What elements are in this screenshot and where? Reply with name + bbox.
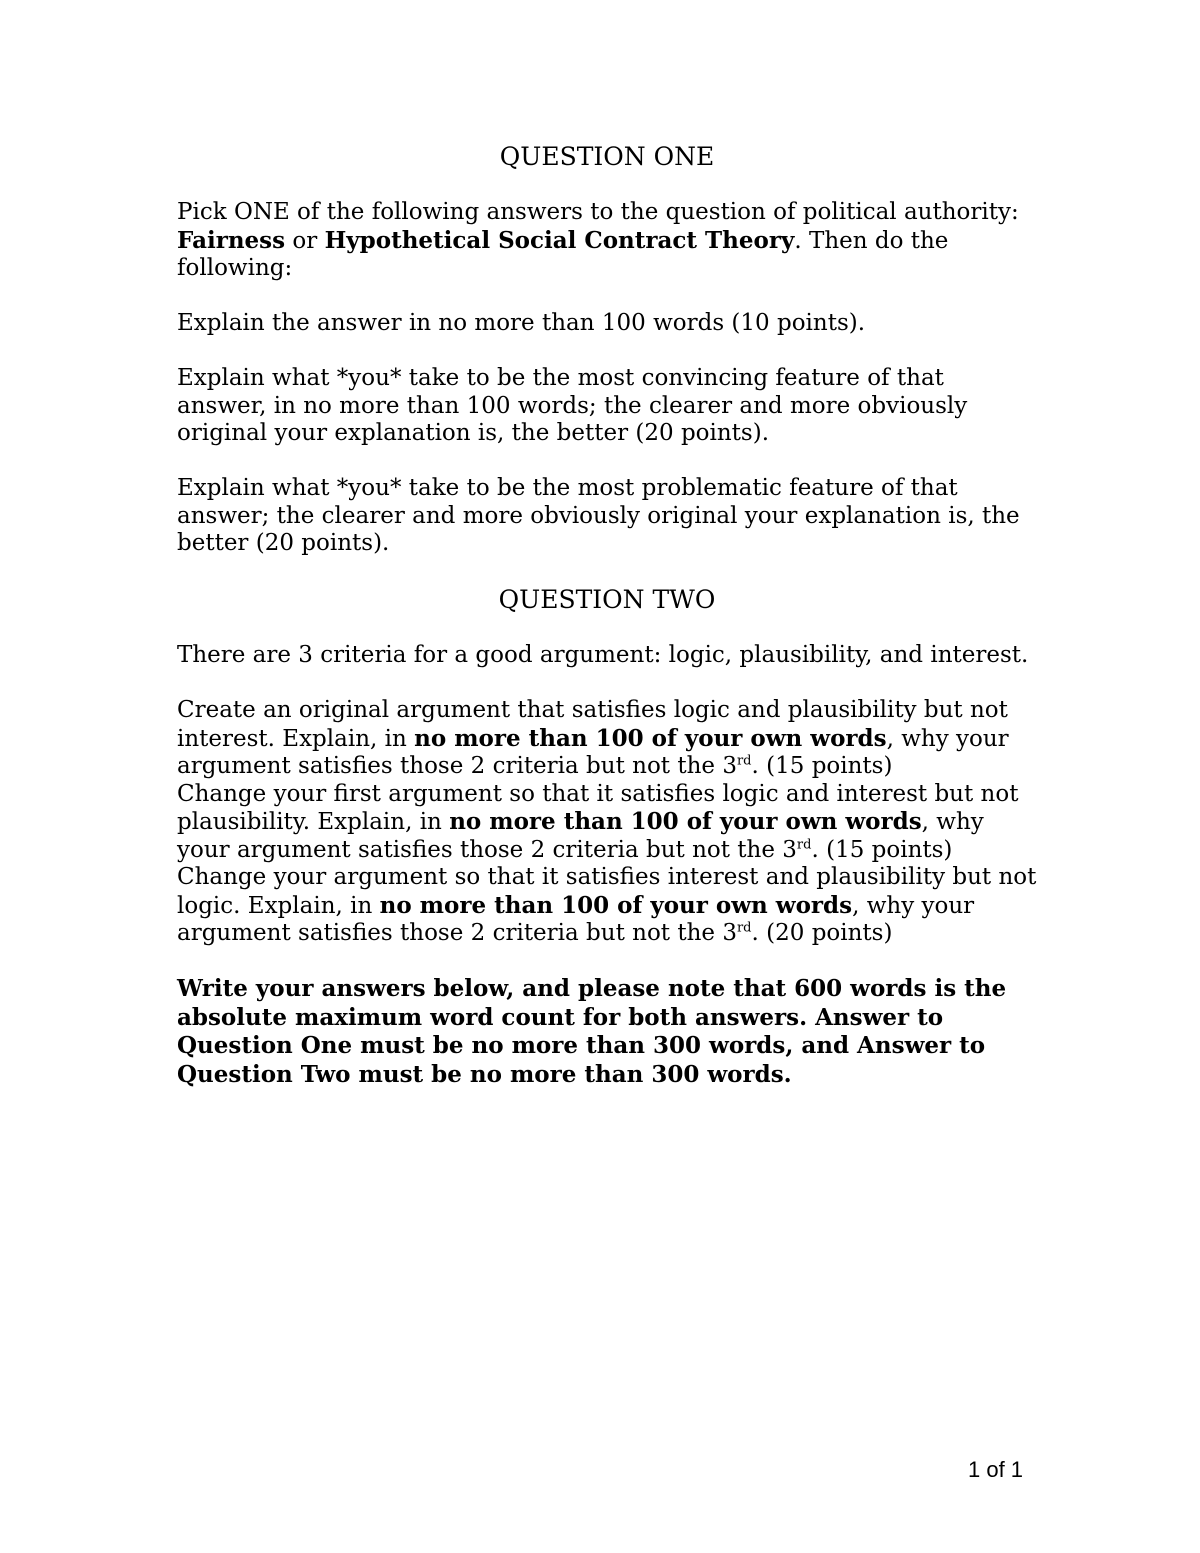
q2-item3-sup: rd: [736, 920, 752, 936]
document-body: [177, 142, 1037, 1117]
q2-item2-text-b: , why your argument satisfies those 2 criteria but not the 3: [177, 809, 984, 863]
q2-item3-text-a: Change your argument so that it satisfies interest and plausibility but not logic. Explain, in: [177, 864, 1037, 919]
q2-item1-sup: rd: [736, 753, 752, 769]
q2-item2-text-a: Change your first argument so that it satisfies logic and interest but not plausibility. Explain, in: [177, 780, 1019, 835]
q2-item1-limit: no more than 100 of your own words: [414, 724, 887, 752]
q2-item3-limit: no more than 100 of your own words: [379, 891, 853, 919]
page-number: 1 of 1: [968, 1457, 1024, 1482]
answer-instructions-text: Write your answers below, and please note that 600 words is the absolute maximum word count for both answers. Answer to Question One must be no more than 300 words, and Answer to Question Two must be no more than 300 words.: [177, 975, 1007, 1088]
q2-item3-text-b: , why your argument satisfies those 2 criteria but not the 3: [177, 892, 975, 946]
q2-item2-limit: no more than 100 of your own words: [449, 808, 922, 835]
q2-item1-text-b: , why your argument satisfies those 2 criteria but not the 3: [177, 725, 1009, 779]
q2-item3-text-c: . (20 points): [751, 920, 893, 946]
question-one-item-3: Explain what *you* take to be the most problematic feature of that answer; the clearer and more obviously original your explanation is, the better (20 points).: [177, 475, 1020, 556]
q2-item1-text-a: Create an original argument that satisfies logic and plausibility but not interest. Explain, in: [177, 697, 1008, 752]
question-one-item-2: Explain what *you* take to be the most convincing feature of that answer, in no more than 100 words; the clearer and more obviously original your explanation is, the better (20 points).: [177, 365, 968, 446]
q1-intro-text-d: . Then do the following:: [177, 227, 949, 281]
question-two-item-1: [177, 697, 1037, 781]
q2-item2-sup: rd: [796, 836, 812, 852]
question-two-item-3: [177, 864, 1037, 948]
question-two-intro: There are 3 criteria for a good argument: logic, plausibility, and interest.: [177, 642, 1029, 668]
question-two-heading: QUESTION TWO: [498, 585, 716, 614]
q1-option-fairness: Fairness: [177, 226, 286, 254]
question-one-heading: QUESTION ONE: [499, 142, 715, 171]
question-two-item-2: [177, 781, 1037, 865]
q1-intro-text-a: Pick ONE of the following answers to the question of political authority:: [177, 199, 1019, 225]
question-one-intro: [177, 199, 1037, 283]
q1-intro-text-or: or: [285, 227, 325, 254]
question-one-item-1: Explain the answer in no more than 100 words (10 points).: [177, 310, 866, 336]
q1-option-hsct: Hypothetical Social Contract Theory: [324, 226, 795, 254]
q2-item1-text-c: . (15 points): [751, 753, 893, 779]
q2-item2-text-c: . (15 points): [811, 836, 953, 863]
answer-instructions: [177, 975, 1037, 1089]
